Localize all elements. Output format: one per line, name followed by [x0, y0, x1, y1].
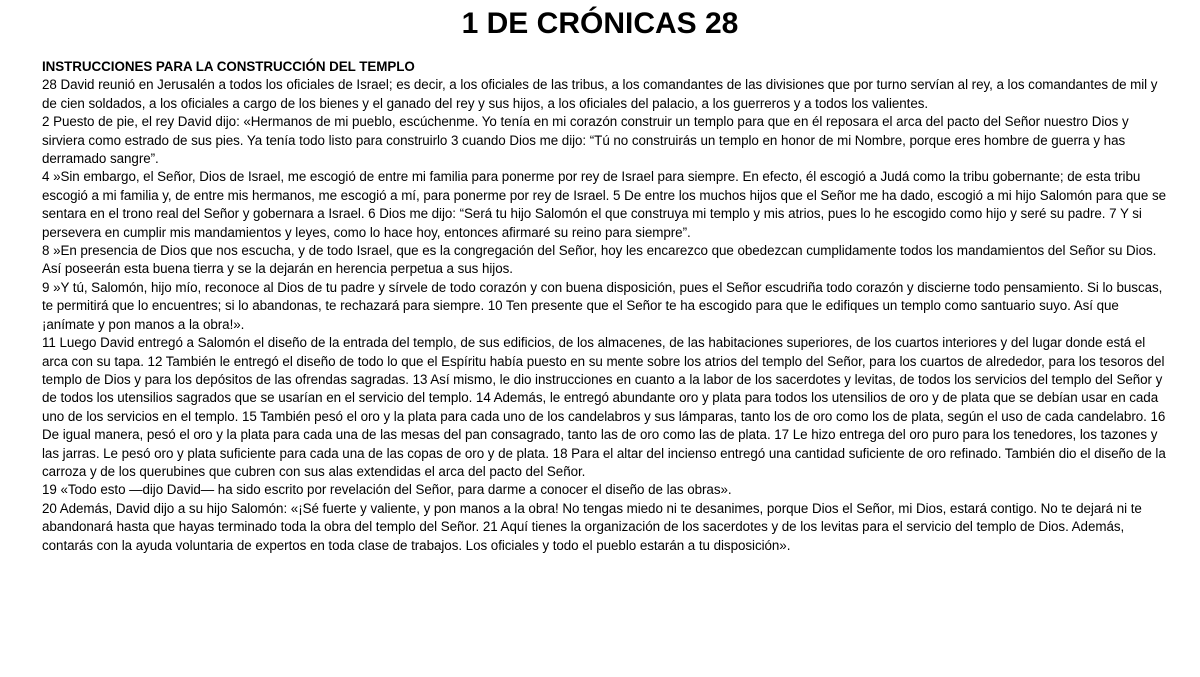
- verse-paragraph-28-11: 11 Luego David entregó a Salomón el diseño de la entrada del templo, de sus edificios, de los almacenes, de las habitaciones superiores, de los cuartos interiores y del lugar donde está el arca con su tapa. 12 También le entregó el diseño de todo lo que el Espíritu había puesto en su mente sobre los atrios del templo del Señor, para los cuartos de alrededor, para los tesoros del templo de Dios y para los depósitos de las ofrendas sagradas. 13 Así mismo, le dio instrucciones en cuanto a la labor de los sacerdotes y levitas, de todos los servicios del templo del Señor y de todos los utensilios sagrados que se usarían en el servicio del templo. 14 Además, le entregó abundante oro y plata para todos los utensilios de oro y de plata que se debían usar en cada uno de los servicios en el templo. 15 También pesó el oro y la plata para cada uno de los candelabros y sus lámparas, tanto los de oro como los de plata, según el uso de cada candelabro. 16 De igual manera, pesó el oro y la plata para cada una de las mesas del pan consagrado, tanto las de oro como las de plata. 17 Le hizo entrega del oro puro para los tenedores, los tazones y las jarras. Le pesó oro y plata suficiente para cada una de las copas de oro y de plata. 18 Para el altar del incienso entregó una cantidad suficiente de oro refinado. También dio el diseño de la carroza y de los querubines que cubren con sus alas extendidas el arca del pacto del Señor.: [42, 335, 1166, 479]
- chapter-body: [42, 58, 1174, 555]
- page-title: 1 DE CRÓNICAS 28: [461, 7, 739, 40]
- section-heading: INSTRUCCIONES PARA LA CONSTRUCCIÓN DEL TEMPLO: [42, 59, 415, 74]
- verse-paragraph-28-8: 8 »En presencia de Dios que nos escucha, y de todo Israel, que es la congregación del Señor, hoy les encarezco que obedezcan cumplidamente todos los mandamientos del Señor su Dios. Así poseerán esta buena tierra y se la dejarán en herencia perpetua a sus hijos.: [42, 243, 1157, 277]
- verse-paragraph-28-19: 19 «Todo esto —dijo David— ha sido escrito por revelación del Señor, para darme a conocer el diseño de las obras».: [42, 482, 732, 498]
- verse-paragraph-28-1: 28 David reunió en Jerusalén a todos los oficiales de Israel; es decir, a los oficiales de las tribus, a los comandantes de las divisiones que por turno servían al rey, a los comandantes de mil y de cien soldados, a los oficiales a cargo de los bienes y el ganado del rey y sus hijos, a los oficiales del palacio, a los guerreros y a todos los valientes.: [42, 77, 1158, 111]
- verse-paragraph-28-20: 20 Además, David dijo a su hijo Salomón: «¡Sé fuerte y valiente, y pon manos a la obra! No tengas miedo ni te desanimes, porque Dios el Señor, mi Dios, estará contigo. No te dejará ni te abandonará hasta que hayas terminado toda la obra del templo del Señor. 21 Aquí tienes la organización de los sacerdotes y de los levitas para el servicio del templo de Dios. Además, contarás con la ayuda voluntaria de expertos en toda clase de trabajos. Los oficiales y todo el pueblo estarán a tu disposición».: [42, 500, 1142, 553]
- verse-paragraph-28-4: 4 »Sin embargo, el Señor, Dios de Israel, me escogió de entre mi familia para ponerme por rey de Israel para siempre. En efecto, él escogió a Judá como la tribu gobernante; de esta tribu escogió a mi familia y, de entre mis hermanos, me escogió a mí, para ponerme por rey de Israel. 5 De entre los muchos hijos que el Señor me ha dado, escogió a mi hijo Salomón para que se sentara en el trono real del Señor y gobernara a Israel. 6 Dios me dijo: “Será tu hijo Salomón el que construya mi templo y mis atrios, pues lo he escogido como hijo y seré su padre. 7 Y si persevera en cumplir mis mandamientos y leyes, como lo hace hoy, entonces afirmaré su reino para siempre”.: [42, 169, 1167, 240]
- verse-paragraph-28-9: 9 »Y tú, Salomón, hijo mío, reconoce al Dios de tu padre y sírvele de todo corazón y con buena disposición, pues el Señor escudriña todo corazón y discierne todo pensamiento. Si lo buscas, te permitirá que lo encuentres; si lo abandonas, te rechazará para siempre. 10 Ten presente que el Señor te ha escogido para que le edifiques un templo como santuario suyo. Así que ¡anímate y pon manos a la obra!».: [42, 279, 1163, 332]
- verse-paragraph-28-2: 2 Puesto de pie, el rey David dijo: «Hermanos de mi pueblo, escúchenme. Yo tenía en mi corazón construir un templo para que en él reposara el arca del pacto del Señor nuestro Dios y sirviera como estrado de sus pies. Ya tenía todo listo para construirlo 3 cuando Dios me dijo: “Tú no construirás un templo en honor de mi Nombre, porque eres hombre de guerra y has derramado sangre”.: [42, 114, 1129, 167]
